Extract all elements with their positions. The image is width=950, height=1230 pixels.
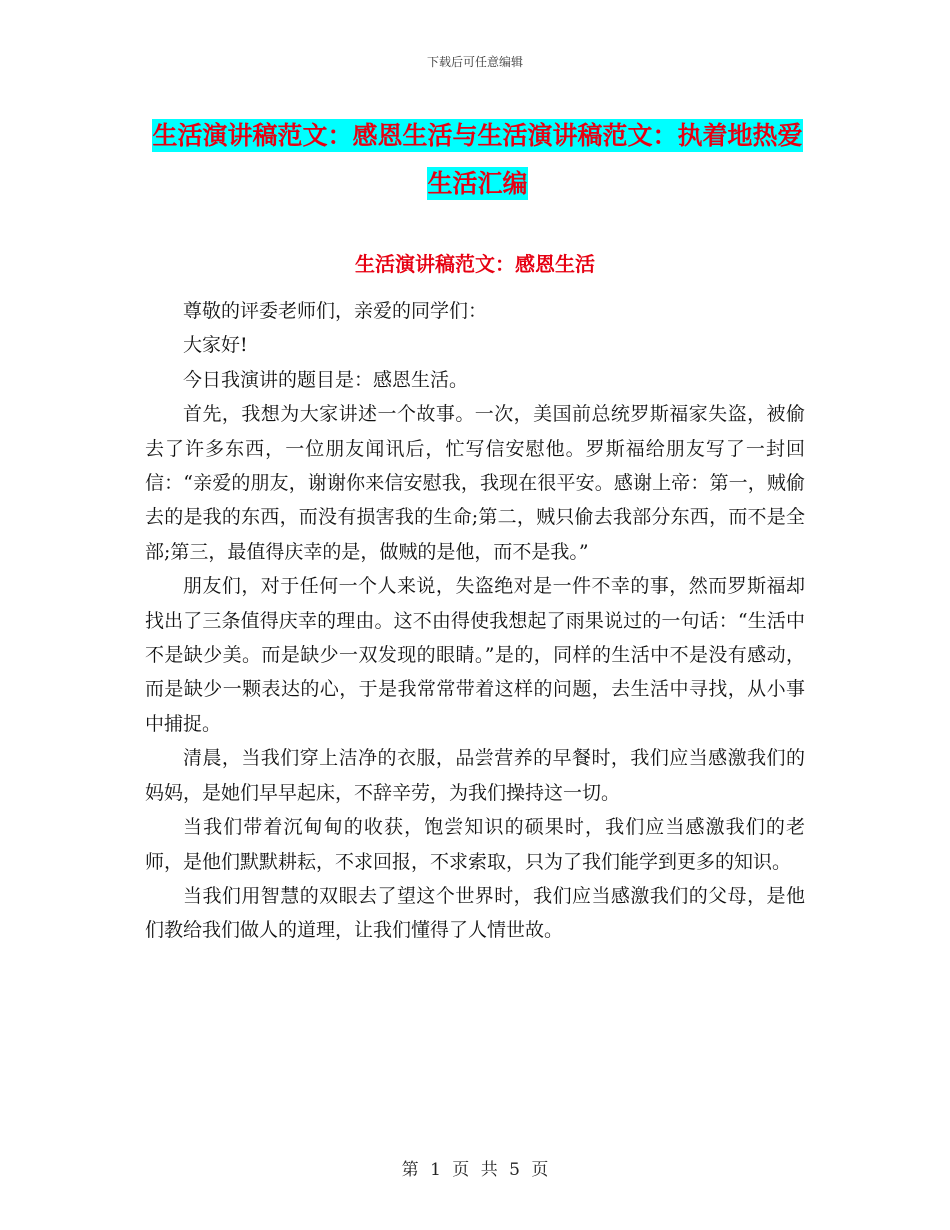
body-text bbox=[145, 294, 805, 948]
document-title-text: 生活演讲稿范文：感恩生活与生活演讲稿范文：执着地热爱生活汇编 bbox=[152, 121, 803, 198]
section-title: 生活演讲稿范文：感恩生活 bbox=[355, 252, 595, 276]
paragraph-salutation: 尊敬的评委老师们，亲爱的同学们： bbox=[183, 300, 488, 322]
paragraph-topic: 今日我演讲的题目是：感恩生活。 bbox=[183, 368, 469, 391]
document-title bbox=[145, 112, 810, 208]
page-number: 第 1 页 共 5 页 bbox=[401, 1160, 549, 1180]
paragraph-parents: 当我们用智慧的双眼去了望这个世界时，我们应当感激我们的父母，是他们教给我们做人的道理，让我们懂得了人情世故。 bbox=[145, 884, 805, 942]
page-header-note: 下载后可任意编辑 bbox=[426, 55, 523, 69]
paragraph-story: 首先，我想为大家讲述一个故事。一次，美国前总统罗斯福家失盗，被偷去了许多东西，一位朋友闻讯后，忙写信安慰他。罗斯福给朋友写了一封回信：“亲爱的朋友，谢谢你来信安慰我，我现在很平安。感谢上帝：第一，贼偷去的是我的东西，而没有损害我的生命;第二，贼只偷去我部分东西，而不是全部;第三，最值得庆幸的是，做贼的是他，而不是我。” bbox=[145, 403, 805, 563]
paragraph-mother: 清晨，当我们穿上洁净的衣服，品尝营养的早餐时，我们应当感激我们的妈妈，是她们早早起床，不辞辛劳，为我们操持这一切。 bbox=[145, 747, 805, 804]
paragraph-reflection: 朋友们，对于任何一个人来说，失盗绝对是一件不幸的事，然而罗斯福却找出了三条值得庆幸的理由。这不由得使我想起了雨果说过的一句话：“生活中不是缺少美。而是缺少一双发现的眼睛。”是的，同样的生活中不是没有感动，而是缺少一颗表达的心，于是我常常带着这样的问题，去生活中寻找，从小事中捕捉。 bbox=[145, 575, 805, 735]
paragraph-greeting: 大家好! bbox=[183, 334, 248, 357]
paragraph-teacher: 当我们带着沉甸甸的收获，饱尝知识的硕果时，我们应当感激我们的老师，是他们默默耕耘，不求回报，不求索取，只为了我们能学到更多的知识。 bbox=[145, 816, 805, 873]
